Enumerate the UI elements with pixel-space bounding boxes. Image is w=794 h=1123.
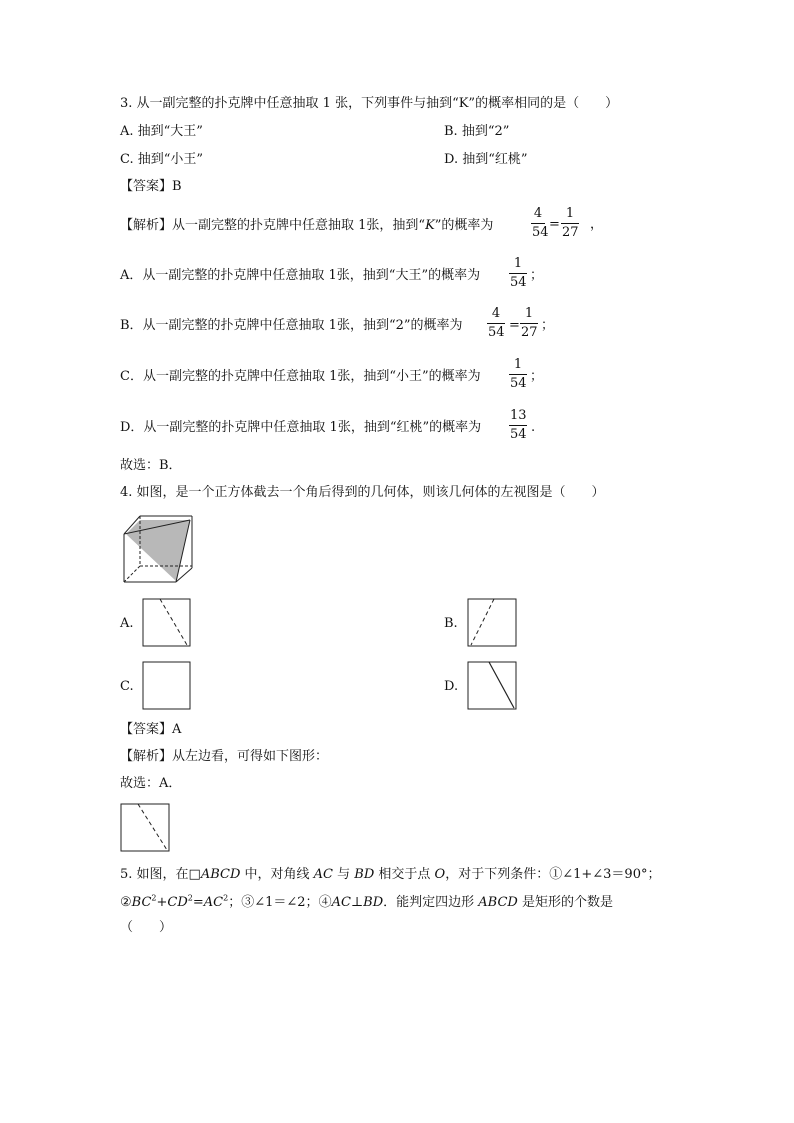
q3-answer: 【答案】B	[120, 179, 182, 194]
q4-label-d: D.	[444, 679, 459, 694]
q3-option-d: D. 抽到“红桃”	[444, 152, 528, 167]
q5-stem: 5. 如图，在□ABCD 中，对角线 AC 与 BD 相交于点 O，对于下列条件：①∠1+∠3＝90°；	[120, 867, 661, 882]
q4-label-c: C.	[120, 679, 134, 694]
q4-solution-figure	[120, 803, 171, 853]
q3-option-a: A. 抽到“大王”	[120, 124, 203, 139]
q3-period-d: .	[531, 420, 536, 435]
q3-semicolon-b: ；	[541, 318, 555, 333]
q4-analysis: 【解析】从左边看，可得如下图形：	[120, 749, 329, 764]
q3-option-c: C. 抽到“小王”	[120, 152, 204, 167]
q3-frac-a: 1 54	[510, 256, 527, 290]
q4-stem: 4. 如图，是一个正方体截去一个角后得到的几何体，则该几何体的左视图是（ ）	[120, 485, 605, 500]
q4-option-d-figure	[467, 661, 518, 711]
q3-analysis-c: C．从一副完整的扑克牌中任意抽取 1张，抽到“小王”的概率为	[120, 369, 481, 384]
q3-equals: =	[549, 217, 560, 232]
q3-semicolon-a: ；	[530, 268, 544, 283]
q4-cube-figure	[120, 514, 196, 586]
q4-option-b-figure	[467, 598, 518, 648]
q3-analysis-a: A．从一副完整的扑克牌中任意抽取 1张，抽到“大王”的概率为	[120, 268, 481, 283]
q4-answer: 【答案】A	[120, 722, 182, 737]
q3-frac-1-27: 1 27	[562, 206, 579, 240]
q3-frac-4-54: 4 54	[532, 206, 549, 240]
q4-label-b: B.	[444, 616, 458, 631]
q3-comma: ，	[590, 217, 604, 232]
q4-option-c-figure	[142, 661, 192, 711]
q4-option-a-figure	[142, 598, 192, 648]
q3-choose: 故选：B．	[120, 458, 182, 473]
q3-frac-d: 13 54	[510, 408, 527, 442]
q3-option-b: B. 抽到“2”	[444, 124, 510, 139]
q3-analysis-d: D．从一副完整的扑克牌中任意抽取 1张，抽到“红桃”的概率为	[120, 420, 482, 435]
q3-equals-b: =	[509, 318, 520, 333]
q3-frac-c: 1 54	[510, 357, 527, 391]
q3-frac-b1: 4 54	[488, 306, 505, 340]
q3-analysis-b: B．从一副完整的扑克牌中任意抽取 1张，抽到“2”的概率为	[120, 318, 463, 333]
q3-stem: 3. 从一副完整的扑克牌中任意抽取 1 张，下列事件与抽到“K”的概率相同的是（ ）	[120, 96, 619, 111]
q5-conditions: $②BC^2+CD^2=AC^2$；③∠1＝∠2；④AC⊥BD．能判定四边形 ABCD 是矩形的个数是	[120, 893, 613, 910]
q4-label-a: A.	[120, 616, 134, 631]
q3-analysis-line: 【解析】从一副完整的扑克牌中任意抽取 1张，抽到“K”的概率为	[120, 218, 494, 233]
q3-frac-b2: 1 27	[521, 306, 538, 340]
q4-choose: 故选：A．	[120, 776, 182, 791]
q3-semicolon-c: ；	[530, 369, 544, 384]
q5-paren: （ ）	[120, 920, 173, 935]
